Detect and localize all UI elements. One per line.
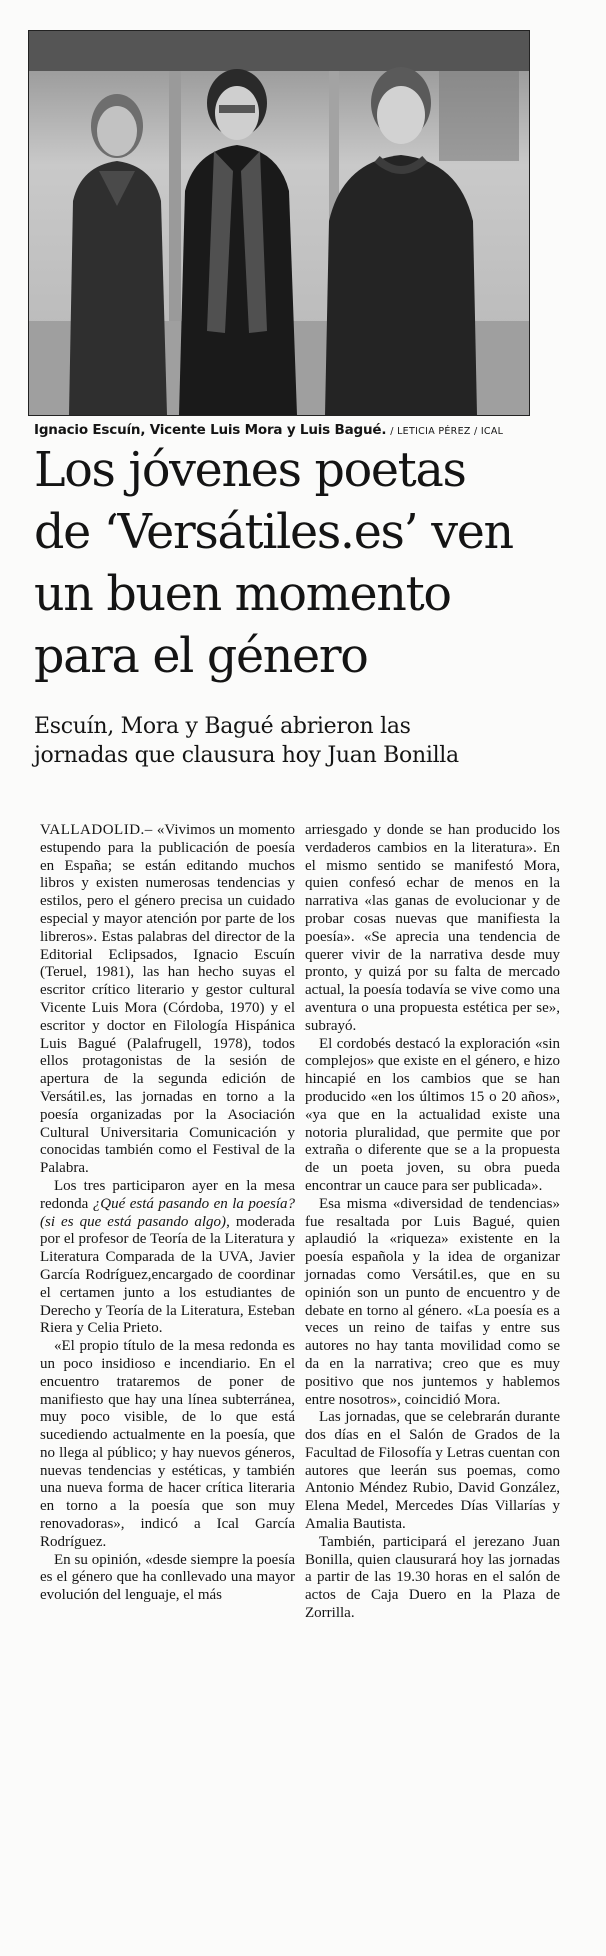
paragraph: «El propio título de la mesa redonda es un poco insidioso e incendiario. En el encuentro trataremos de poner de manifiesto que hay una línea subterránea, muy poco visible, de lo que está sucediendo actualmente en la poesía, que no llega al público; y hay nuevos géneros, nuevas tendencias y estéticas, y también una nueva forma de hacer crítica literaria en torno a la poesía que son muy renovadoras», indicó a Ical García Rodríguez. bbox=[40, 1338, 295, 1550]
article-photo bbox=[28, 30, 530, 416]
caption-names: Ignacio Escuín, Vicente Luis Mora y Luis Bagué. bbox=[34, 422, 387, 438]
paragraph: Esa misma «diversidad de tendencias» fue resaltada por Luis Bagué, quien aplaudió la «riqueza» existente en la poesía española y la idea de organizar jornadas como Versátil.es, que en su opinión son un punto de encuentro y de debate en torno al género. «La poesía es a veces un reino de taifas y entre sus autores no hay tanta movilidad como se da en la narrativa; creo que es muy positivo que nos juntemos y hablemos entre nosotros», coincidió Mora. bbox=[305, 1195, 560, 1408]
subheadline bbox=[34, 712, 554, 770]
article-column-right bbox=[305, 822, 560, 1623]
article-column-left bbox=[40, 822, 295, 1605]
paragraph: Los tres participaron ayer en la mesa redonda ¿Qué está pasando en la poesía? (si es que está pasando algo), moderada por el profesor de Teoría de la Literatura y Literatura Comparada de la UVA, Javier García Rodríguez,encargado de coordinar el certamen junto a los estudiantes de Derecho y Teoría de la Literatura, Esteban Riera y Celia Prieto. bbox=[40, 1177, 295, 1337]
subheadline-line-2: jornadas que clausura hoy Juan Bonilla bbox=[34, 743, 459, 768]
paragraph: arriesgado y donde se han producido los verdaderos cambios en la literatura». En el mismo sentido se manifestó Mora, quien confesó echar de menos en la narrativa «las ganas de evolucionar y de probar cosas nuevas que manifiesta la poesía». «Se aprecia una tendencia de querer vivir de la narrativa desde muy pronto, y quizá por su falta de mercado actual, la poesía todavía se vive como una aventura o una propuesta estética per se», subrayó. bbox=[305, 822, 560, 1034]
headline-line-3: un buen momento bbox=[34, 567, 451, 622]
headline-line-2: de ‘Versátiles.es’ ven bbox=[34, 505, 513, 560]
paragraph: Las jornadas, que se celebrarán durante dos días en el Salón de Grados de la Facultad de Filosofía y Letras cuentan con autores que leerán sus poemas, como Antonio Méndez Rubio, David González, Elena Medel, Mercedes Días Villarías y Amalia Bautista. bbox=[305, 1409, 560, 1533]
paragraph: VALLADOLID.– «Vivimos un momento estupendo para la publicación de poesía en España; se están editando muchos libros y existen numerosas tendencias y estilos, pero el género precisa un cuidado especial y mayor atención por parte de los libreros». Estas palabras del director de la Editorial Eclipsados, Ignacio Escuín (Teruel, 1981), las han hecho suyas el escritor crítico literario y gestor cultural Vicente Luis Mora (Córdoba, 1970) y el escritor y doctor en Filología Hispánica Luis Bagué (Palafrugell, 1978), todos ellos protagonistas de la sesión de apertura de la segunda edición de Versátil.es, las jornadas en torno a la poesía organizadas por la Asociación Cultural Universitaria Comunicación y conocidas también como el Festival de la Palabra. bbox=[40, 822, 295, 1177]
paragraph: En su opinión, «desde siempre la poesía es el género que ha conllevado una mayor evolución del lenguaje, el más bbox=[40, 1551, 295, 1604]
photo-caption bbox=[34, 422, 554, 438]
headline bbox=[34, 440, 554, 688]
subheadline-line-1: Escuín, Mora y Bagué abrieron las bbox=[34, 714, 411, 739]
paragraph: El cordobés destacó la exploración «sin complejos» que existe en el género, e hizo hincapié en los cambios que se han producido «en los últimos 15 o 20 años», «ya que en la actualidad existe una notoria pluralidad, que permite que por extraña o diferente que se a la propuesta de un poeta joven, su obra pueda encontrar un cauce para ser publicada». bbox=[305, 1035, 560, 1194]
dateline: VALLADOLID.– bbox=[40, 822, 153, 838]
headline-line-4: para el género bbox=[34, 629, 368, 684]
paragraph: También, participará el jerezano Juan Bonilla, quien clausurará hoy las jornadas a partir de las 19.30 horas en el salón de actos de Caja Duero en la Plaza de Zorrilla. bbox=[305, 1533, 560, 1622]
headline-line-1: Los jóvenes poetas bbox=[34, 443, 466, 498]
round-table-title: ¿Qué está pasando en la poesía? (si es que está pasando algo) bbox=[40, 1195, 295, 1230]
photo-credit: / LETICIA PÉREZ / ICAL bbox=[390, 426, 504, 437]
